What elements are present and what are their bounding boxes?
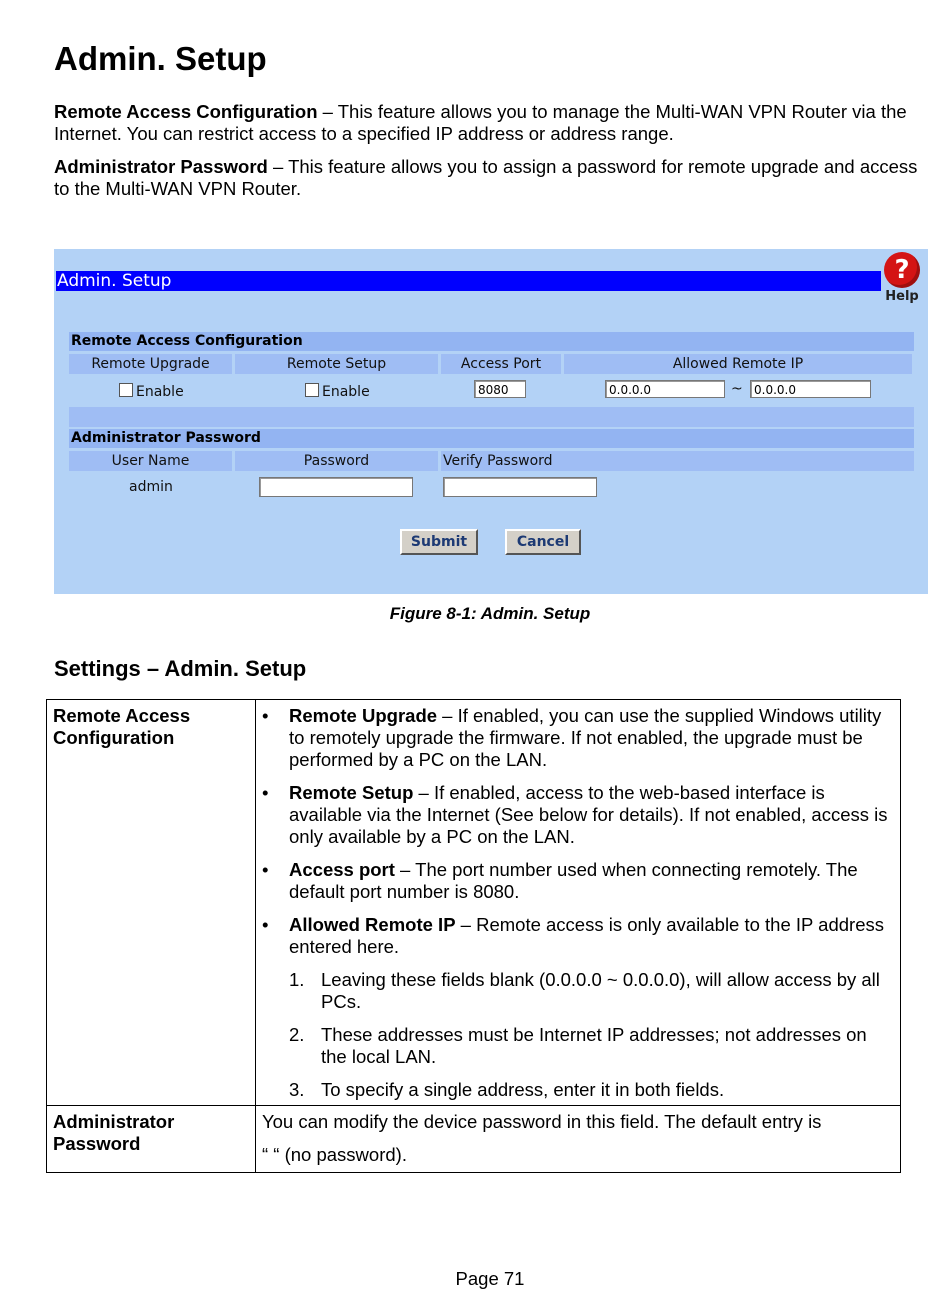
- row-label: Administrator Password: [47, 1106, 256, 1173]
- item-text: To specify a single address, enter it in both fields.: [321, 1079, 725, 1100]
- allowed-ip-from-input[interactable]: 0.0.0.0: [605, 380, 725, 398]
- item-number: 2.: [289, 1024, 305, 1045]
- list-item: [262, 782, 894, 848]
- bullet: •: [262, 705, 269, 726]
- col-password: Password: [235, 451, 438, 471]
- numbered-item: [262, 969, 894, 1013]
- admin-setup-screenshot: [54, 249, 928, 594]
- settings-heading: Settings – Admin. Setup: [54, 656, 307, 681]
- intro-text: – This feature allows you to manage the Multi-WAN VPN Router via the Internet. You can restrict access to a specified IP address or address range.: [54, 101, 907, 144]
- ip-range-separator: ~: [731, 381, 743, 397]
- col-allowed-remote-ip: Allowed Remote IP: [564, 354, 912, 374]
- col-remote-upgrade: Remote Upgrade: [69, 354, 232, 374]
- item-text: Leaving these fields blank (0.0.0.0 ~ 0.0.0.0), will allow access by all PCs.: [321, 969, 880, 1012]
- password-input[interactable]: [259, 477, 413, 497]
- submit-button[interactable]: Submit: [400, 529, 478, 555]
- table-row: [47, 700, 901, 1106]
- item-text: These addresses must be Internet IP addresses; not addresses on the local LAN.: [321, 1024, 867, 1067]
- row-text: You can modify the device password in this field. The default entry is: [262, 1111, 822, 1132]
- bullet: •: [262, 782, 269, 803]
- numbered-item: [262, 1024, 894, 1068]
- item-number: 1.: [289, 969, 305, 990]
- row-description: [256, 1106, 901, 1173]
- list-item: [262, 705, 894, 771]
- user-name-value: admin: [129, 479, 173, 495]
- item-text: – If enabled, access to the web-based interface is available via the Internet (See below for details). If not enabled, access is only available by a PC on the LAN.: [289, 782, 888, 847]
- list-item: [262, 859, 894, 903]
- remote-setup-checkbox[interactable]: [305, 383, 370, 400]
- enable-label: Enable: [136, 384, 184, 400]
- col-access-port: Access Port: [441, 354, 561, 374]
- col-user-name: User Name: [69, 451, 232, 471]
- figure-caption: Figure 8-1: Admin. Setup: [389, 604, 591, 623]
- item-term: Remote Upgrade: [289, 705, 438, 726]
- intro-term: Administrator Password: [54, 156, 268, 177]
- page-number: Page 71: [455, 1268, 525, 1289]
- item-text: – The port number used when connecting remotely. The default port number is 8080.: [289, 859, 858, 902]
- col-remote-setup: Remote Setup: [235, 354, 438, 374]
- table-row: [47, 1106, 901, 1173]
- settings-table: [46, 699, 901, 1173]
- row-description: [256, 700, 901, 1106]
- intro-admin-password: [54, 156, 924, 200]
- verify-password-input[interactable]: [443, 477, 597, 497]
- access-port-input[interactable]: 8080: [474, 380, 526, 398]
- checkbox-icon: [305, 383, 319, 397]
- col-verify-password: Verify Password: [441, 451, 914, 471]
- row-label: Remote Access Configuration: [47, 700, 256, 1106]
- intro-remote-access: [54, 101, 924, 145]
- page-title: Admin. Setup: [54, 40, 267, 77]
- item-term: Access port: [289, 859, 395, 880]
- intro-text: – This feature allows you to assign a password for remote upgrade and access to the Multi-WAN VPN Router.: [54, 156, 918, 199]
- allowed-ip-to-input[interactable]: 0.0.0.0: [750, 380, 871, 398]
- bullet: •: [262, 859, 269, 880]
- item-term: Allowed Remote IP: [289, 914, 456, 935]
- row-text: “ “ (no password).: [262, 1144, 407, 1165]
- intro-term: Remote Access Configuration: [54, 101, 318, 122]
- item-term: Remote Setup: [289, 782, 414, 803]
- help-label: Help: [885, 289, 919, 304]
- bullet: •: [262, 914, 269, 935]
- help-icon: ?: [884, 252, 920, 288]
- item-text: – Remote access is only available to the IP address entered here.: [289, 914, 885, 957]
- admin-setup-title-bar: Admin. Setup: [56, 271, 881, 291]
- item-text: – If enabled, you can use the supplied Windows utility to remotely upgrade the firmware. If not enabled, the upgrade must be performed by a PC on the LAN.: [289, 705, 882, 770]
- help-button[interactable]: [882, 252, 922, 304]
- numbered-item: [262, 1079, 894, 1101]
- checkbox-icon: [119, 383, 133, 397]
- item-number: 3.: [289, 1079, 305, 1100]
- admin-password-section-header: Administrator Password: [69, 429, 914, 448]
- cancel-button[interactable]: Cancel: [505, 529, 581, 555]
- remote-upgrade-checkbox[interactable]: [119, 383, 184, 400]
- list-item: [262, 914, 894, 958]
- section-spacer: [69, 407, 914, 427]
- enable-label: Enable: [322, 384, 370, 400]
- remote-access-section-header: Remote Access Configuration: [69, 332, 914, 351]
